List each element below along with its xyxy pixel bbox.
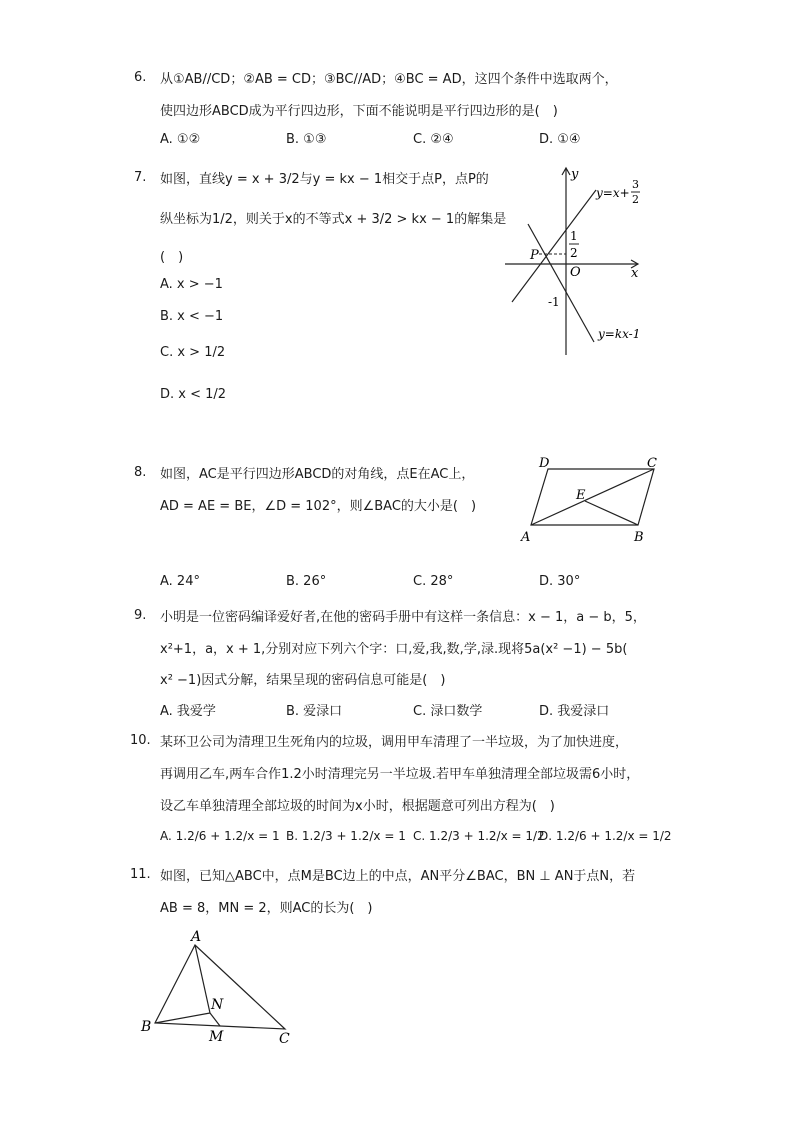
segment-an (195, 945, 210, 1013)
segment-bn (155, 1013, 210, 1023)
label-p: P (530, 248, 539, 263)
option-d[interactable]: D. 1.2/6 + 1.2/x = 1/2 (539, 829, 672, 843)
label-m: M (209, 1029, 224, 1045)
triangle-abc (155, 945, 285, 1029)
option-c[interactable]: C. 1.2/3 + 1.2/x = 1/2 (413, 829, 545, 843)
option-c[interactable]: C. 渌口数学 (413, 704, 483, 719)
diagonal-ac (531, 469, 654, 525)
option-b[interactable]: B. x < −1 (160, 309, 224, 324)
figure-coordinate-graph (500, 160, 650, 360)
question-text-line: AB = 8，MN = 2，则AC的长为( ) (160, 901, 373, 916)
label-a: A (521, 530, 531, 545)
question-number: 11. (130, 867, 151, 882)
label-c: C (279, 1031, 290, 1047)
label-line1-denominator: 2 (632, 193, 639, 206)
label-line1: y=x+ (596, 186, 630, 200)
question-text-line: 纵坐标为1/2，则关于x的不等式x + 3/2 > kx − 1的解集是 (160, 212, 507, 227)
label-line2: y=kx-1 (598, 327, 641, 341)
option-a[interactable]: A. 我爱学 (160, 704, 216, 719)
option-c[interactable]: C. x > 1/2 (160, 345, 226, 360)
label-b: B (634, 530, 644, 545)
question-text-line: x²+1，a，x + 1,分别对应下列六个字：口,爱,我,数,学,渌.现将5a(x² −1) − 5b( (160, 642, 628, 657)
label-c: C (647, 456, 657, 471)
option-a[interactable]: A. 24° (160, 574, 200, 589)
label-a: A (191, 929, 202, 945)
line-y-equals-x-plus-3-2 (512, 190, 596, 302)
option-d[interactable]: D. x < 1/2 (160, 387, 227, 402)
figure-triangle-abc (135, 925, 305, 1050)
option-d[interactable]: D. 30° (539, 574, 581, 589)
question-text-line: 再调用乙车,两车合作1.2小时清理完另一半垃圾.若甲车单独清理全部垃圾需6小时， (160, 767, 640, 782)
option-b[interactable]: B. 1.2/3 + 1.2/x = 1 (286, 829, 406, 843)
label-half-numerator: 1 (570, 229, 578, 243)
question-text-line: ( ) (160, 250, 184, 265)
question-text-line: 小明是一位密码编译爱好者,在他的密码手册中有这样一条信息：x − 1，a − b，5， (160, 610, 646, 625)
question-text-line: 某环卫公司为清理卫生死角内的垃圾，调用甲车清理了一半垃圾，为了加快进度， (160, 735, 629, 750)
label-x: x (631, 266, 639, 281)
question-text-line: 如图，AC是平行四边形ABCD的对角线，点E在AC上， (160, 467, 475, 482)
option-b[interactable]: B. ①③ (286, 132, 327, 147)
label-neg1: -1 (548, 295, 560, 309)
label-y: y (571, 167, 579, 182)
question-number: 8. (134, 465, 147, 480)
label-e: E (576, 488, 586, 503)
question-number: 6. (134, 70, 147, 85)
question-text-line: 从①AB//CD；②AB = CD；③BC//AD；④BC = AD，这四个条件中选取两个， (160, 72, 618, 87)
question-number: 9. (134, 608, 147, 623)
label-half-denominator: 2 (570, 246, 578, 260)
question-number: 7. (134, 170, 147, 185)
option-b[interactable]: B. 爱渌口 (286, 704, 343, 719)
segment-nm (210, 1013, 220, 1026)
line-y-equals-kx-minus-1 (528, 224, 594, 342)
option-d[interactable]: D. 我爱渌口 (539, 704, 610, 719)
question-text-line: x² −1)因式分解，结果呈现的密码信息可能是( ) (160, 673, 446, 688)
segment-be (585, 501, 638, 525)
option-a[interactable]: A. 1.2/6 + 1.2/x = 1 (160, 829, 280, 843)
label-o: O (570, 265, 581, 280)
question-text-line: 使四边形ABCD成为平行四边形，下面不能说明是平行四边形的是( ) (160, 104, 558, 119)
option-a[interactable]: A. x > −1 (160, 277, 223, 292)
question-number: 10. (130, 733, 151, 748)
question-text-line: AD = AE = BE，∠D = 102°，则∠BAC的大小是( ) (160, 499, 477, 514)
figure-parallelogram (515, 455, 670, 547)
label-b: B (141, 1019, 152, 1035)
option-c[interactable]: C. 28° (413, 574, 454, 589)
option-c[interactable]: C. ②④ (413, 132, 454, 147)
label-d: D (539, 456, 550, 471)
label-line1-numerator: 3 (632, 178, 639, 191)
question-text-line: 如图，直线y = x + 3/2与y = kx − 1相交于点P，点P的 (160, 172, 489, 187)
question-text-line: 如图，已知△ABC中，点M是BC边上的中点，AN平分∠BAC，BN ⊥ AN于点N，若 (160, 869, 636, 884)
question-text-line: 设乙车单独清理全部垃圾的时间为x小时，根据题意可列出方程为( ) (160, 799, 555, 814)
option-b[interactable]: B. 26° (286, 574, 327, 589)
option-a[interactable]: A. ①② (160, 132, 201, 147)
label-n: N (211, 997, 224, 1013)
option-d[interactable]: D. ①④ (539, 132, 581, 147)
